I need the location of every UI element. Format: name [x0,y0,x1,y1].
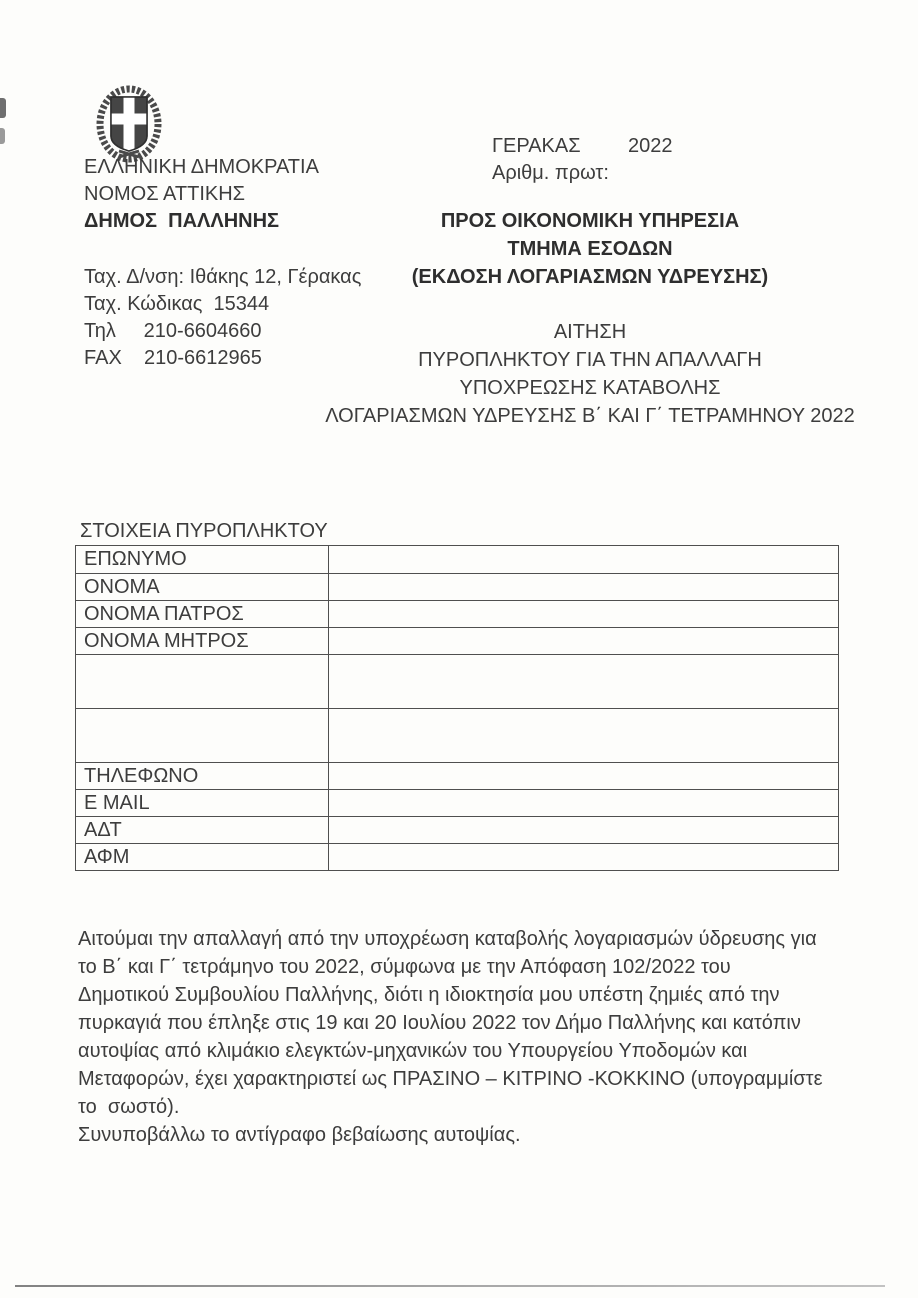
table-row-telephone [76,762,838,789]
row-value-cell [329,655,838,708]
date-place: ΓΕΡΑΚΑΣ [492,135,581,157]
body-line: Δημοτικού Συμβουλίου Παλλήνης, διότι η ιδιοκτησία μου υπέστη ζημιές από την [78,984,780,1006]
application-title-line1: ΑΙΤΗΣΗ [553,321,627,343]
row-value-cell [329,601,838,627]
addressee-subsection: (ΕΚΔΟΣΗ ΛΟΓΑΡΙΑΣΜΩΝ ΥΔΡΕΥΣΗΣ) [411,266,769,288]
greek-national-emblem-icon [93,84,165,164]
table-row-surname [76,546,838,573]
application-title-line2: ΠΥΡΟΠΛΗΚΤΟΥ ΓΙΑ ΤΗΝ ΑΠΑΛΛΑΓΗ [418,349,762,371]
application-title [270,318,910,430]
row-value-cell [329,574,838,600]
issuer-fax: FAX 210-6612965 [84,347,262,369]
row-label: ΕΠΩΝΥΜΟ [76,546,329,573]
row-label [76,655,329,708]
issuer-country: ΕΛΛΗΝΙΚΗ ΔΗΜΟΚΡΑΤΙΑ [84,156,319,178]
protocol-number-label: Αριθμ. πρωτ: [492,162,609,184]
row-value-cell [329,763,838,789]
row-label: E MAIL [76,790,329,816]
scan-edge-mark [0,128,5,144]
scan-edge-mark [0,98,6,118]
issuer-address: Ταχ. Δ/νση: Ιθάκης 12, Γέρακας [84,266,362,288]
addressee-block [270,207,910,291]
table-row-id-card [76,816,838,843]
body-line: το Β΄ και Γ΄ τετράμηνο του 2022, σύμφωνα με την Απόφαση 102/2022 του [78,956,731,978]
row-label: ΟΝΟΜΑ [76,574,329,600]
row-value-cell [329,546,838,573]
row-value-cell [329,628,838,654]
table-row-tax-number [76,843,838,870]
date-year: 2022 [628,135,673,157]
scan-bottom-edge-line [15,1285,885,1287]
row-value-cell [329,709,838,762]
table-caption: ΣΤΟΙΧΕΙΑ ΠΥΡΟΠΛΗΚΤΟΥ [80,520,328,542]
table-row-father-name [76,600,838,627]
request-body-paragraph [78,925,822,1149]
application-title-line4: ΛΟΓΑΡΙΑΣΜΩΝ ΥΔΡΕΥΣΗΣ Β΄ ΚΑΙ Γ΄ ΤΕΤΡΑΜΗΝΟΥ 2022 [325,405,855,427]
row-label: ΑΔΤ [76,817,329,843]
body-line: Αιτούμαι την απαλλαγή από την υποχρέωση καταβολής λογαριασμών ύδρευσης για [78,928,817,950]
row-value-cell [329,790,838,816]
row-label [76,709,329,762]
row-label: ΑΦΜ [76,844,329,870]
body-line: πυρκαγιά που έπληξε στις 19 και 20 Ιουλίου 2022 τον Δήμο Παλλήνης και κατόπιν [78,1012,801,1034]
body-line: το σωστό). [78,1096,180,1118]
row-value-cell [329,844,838,870]
application-title-line3: ΥΠΟΧΡΕΩΣΗΣ ΚΑΤΑΒΟΛΗΣ [459,377,721,399]
applicant-details-table [75,545,839,871]
row-label: ΤΗΛΕΦΩΝΟ [76,763,329,789]
body-line: Συνυποβάλλω το αντίγραφο βεβαίωσης αυτοψίας. [78,1124,521,1146]
issuer-phone: Τηλ 210-6604660 [84,320,262,342]
body-line: αυτοψίας από κλιμάκιο ελεγκτών-μηχανικών του Υπουργείου Υποδομών και [78,1040,748,1062]
row-label: ΟΝΟΜΑ ΜΗΤΡΟΣ [76,628,329,654]
table-row-email [76,789,838,816]
table-row-meter-number [76,708,838,762]
table-row-first-name [76,573,838,600]
issuer-postal-code: Ταχ. Κώδικας 15344 [84,293,270,315]
row-label: ΟΝΟΜΑ ΠΑΤΡΟΣ [76,601,329,627]
table-row-property-address [76,654,838,708]
issuer-prefecture: ΝΟΜΟΣ ΑΤΤΙΚΗΣ [84,183,246,205]
body-line: Μεταφορών, έχει χαρακτηριστεί ως ΠΡΑΣΙΝΟ – ΚΙΤΡΙΝΟ -ΚΟΚΚΙΝΟ (υπογραμμίστε [78,1068,823,1090]
addressee-department: ΠΡΟΣ ΟΙΚΟΝΟΜΙΚΗ ΥΠΗΡΕΣΙΑ [440,210,740,232]
addressee-section: ΤΜΗΜΑ ΕΣΟΔΩΝ [507,238,673,260]
issuer-municipality: ΔΗΜΟΣ ΠΑΛΛΗΝΗΣ [84,210,280,232]
table-row-mother-name [76,627,838,654]
row-value-cell [329,817,838,843]
